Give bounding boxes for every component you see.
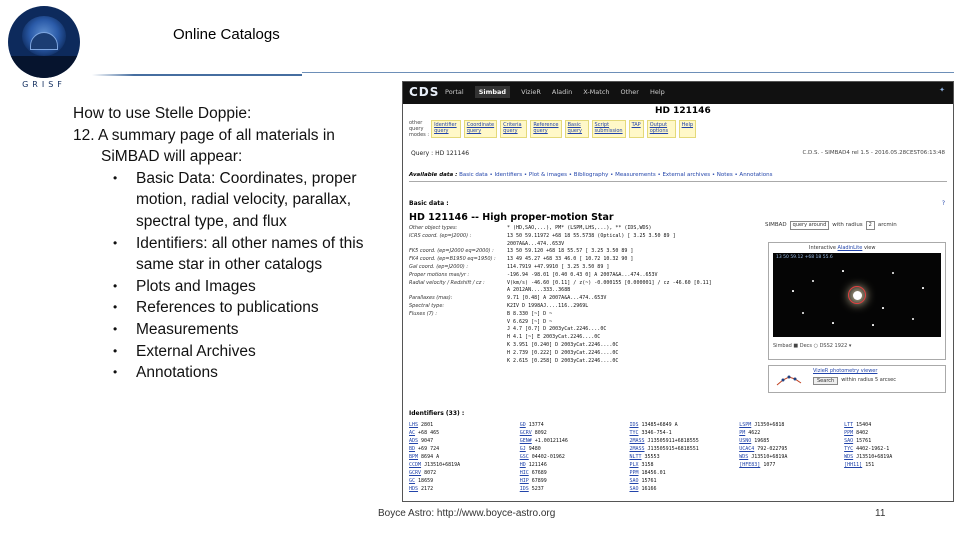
title-rule [92,74,302,76]
basic-data-key: Radial velocity / Redshift / cz : [409,279,485,286]
identifier-value: 16166 [641,486,657,492]
available-data-links[interactable]: Basic data • Identifiers • Plot & images • Bibliography • Measurements • External archives • Notes • Annotations [459,172,773,178]
basic-data-key [409,350,507,358]
identifier-value: 18456.01 [641,470,666,476]
basic-data-label: Basic data : [409,200,449,207]
cds-navbar [403,82,953,104]
basic-data-row [409,248,763,256]
basic-data-value: 2007A&A...474..653V [507,240,565,247]
help-button[interactable]: Help [679,120,696,138]
query-stamp: C.D.S. - SIMBAD4 rel 1.5 - 2016.05.28CEST06:13:48 [802,150,945,156]
query-modes [409,120,699,138]
identifier-value: 04402-01962 [531,454,565,460]
identifier-catalog-link[interactable]: WDS [739,454,749,460]
identifier-item [409,454,520,462]
radius-unit[interactable]: arcmin [877,222,897,228]
identifier-value: 8402 [856,430,869,436]
bullet-item: • External Archives [113,342,256,360]
identifier-value: +1.00121146 [534,438,568,444]
basic-data-key: Parallaxes (mas): [409,295,453,302]
basic-data-row [409,311,763,319]
identifier-catalog-link[interactable]: GCRV [519,430,532,436]
identifier-item [629,462,739,470]
identifier-item [739,446,844,454]
photometry-search [813,377,896,385]
identifier-item [739,478,844,486]
basic-data-value: 13 49 45.27 +68 33 46.0 [ 10.72 10.32 90 ] [507,256,634,263]
instructions-text [73,103,393,384]
tab-help[interactable]: Help [649,88,665,96]
identifier-value: 67689 [531,470,547,476]
basic-data-key [409,342,507,350]
identifier-item [739,462,844,470]
logo-emblem [8,6,80,78]
identifier-item [409,446,520,454]
basic-query-button[interactable]: Basic query [565,120,589,138]
identifier-catalog-link[interactable]: PPM [844,430,854,436]
identifier-item [409,430,520,438]
photometry-panel [768,365,946,393]
help-icon[interactable]: ? [941,200,945,207]
identifier-item [409,438,520,446]
radius-input[interactable]: 2 [866,221,875,230]
identifiers-column [629,422,739,494]
identifier-item [844,430,949,438]
basic-data-row [409,342,763,350]
basic-data-row [409,295,763,303]
identifier-catalog-link[interactable]: TYC [844,446,854,452]
identifier-catalog-link[interactable]: GCRV [409,470,422,476]
identifier-value: J13505915+6818551 [647,446,699,452]
identifier-value: 8092 [534,430,547,436]
identifier-value: 9480 [528,446,541,452]
identifier-catalog-link[interactable]: SAO [844,438,854,444]
identifier-item [520,478,630,486]
slide-title: Online Catalogs [173,26,280,43]
identifier-item [844,422,949,430]
basic-data-value: 13 50 59.120 +68 18 55.57 [ 3.25 3.50 89 ] [507,248,634,255]
reference-query-button[interactable]: Reference query [530,120,561,138]
bullet-item: • Identifiers: all other names of this same star in other catalogs [113,234,364,274]
identifier-value: 8694 A [421,454,440,460]
identifier-value: +69 724 [418,446,440,452]
radius-form-label: SIMBAD [765,222,787,228]
basic-data-value: 114.7919 +47.9910 [ 3.25 3.50 89 ] [507,263,610,270]
basic-data-key: FK4 coord. (ep=B1950 eq=1950) : [409,256,496,263]
identifier-catalog-link[interactable]: HIP [519,478,529,484]
identifier-value: 121146 [528,462,547,468]
identifier-catalog-link[interactable]: SAO [629,486,639,492]
basic-data-row [409,233,763,241]
simbad-logo-icon: ✦ [939,86,945,94]
identifier-value: 18659 [418,478,434,484]
tab-portal[interactable]: Portal [445,88,464,96]
sky-star [792,290,794,292]
identifier-value: J13505911+6818555 [647,438,699,444]
instructions-step-cont: SiMBAD will appear: [101,148,243,166]
basic-data-row [409,303,763,311]
identifier-value: 792-022795 [757,446,788,452]
aladin-sky-image[interactable] [773,253,941,337]
identifier-item [844,486,949,494]
identifier-value: 2172 [421,486,434,492]
page-number: 11 [875,508,886,519]
sky-star [842,270,844,272]
basic-data-value: 9.71 [0.48] A 2007A&A...474..653V [507,295,607,302]
query-text: Query : HD 121146 [411,150,470,157]
identifier-catalog-link[interactable]: ADS [409,438,419,444]
identifier-value: 13485+6849 A [641,422,678,428]
radius-label: with radius [832,222,863,228]
object-title: HD 121146 [655,106,711,116]
identifier-catalog-link[interactable]: GD [519,422,526,428]
identifier-catalog-link[interactable]: UCAC4 [739,446,755,452]
identifier-item [520,454,630,462]
target-marker [848,286,866,304]
identifier-catalog-link[interactable]: IDS [519,486,529,492]
basic-data-key [409,241,507,249]
identifier-item [520,470,630,478]
identifier-item [409,422,520,430]
identifier-catalog-link[interactable]: [HH11] [844,462,863,468]
basic-data-key: Gal coord. (ep=J2000) : [409,263,469,270]
identifier-catalog-link[interactable]: 2MASS [629,438,645,444]
identifier-value: 4402-1962-1 [856,446,890,452]
sky-star [892,272,894,274]
basic-data-table [409,225,763,365]
identifier-catalog-link[interactable]: TYC [629,430,639,436]
aladin-controls[interactable]: Simbad ■ Decs ○ DSS2 1922 ▾ [773,343,852,349]
sky-star [802,312,804,314]
identifier-catalog-link[interactable]: PPM [629,470,639,476]
identifier-item [739,422,844,430]
identifier-catalog-link[interactable]: 2MASS [629,446,645,452]
identifier-value: 3346-754-1 [641,430,672,436]
basic-data-row [409,264,763,272]
basic-data-row [409,241,763,249]
identifier-query-button[interactable]: Identifier query [431,120,461,138]
basic-data-key [409,334,507,342]
identifier-item [520,438,630,446]
basic-data-key [409,319,507,327]
aladin-panel [768,242,946,360]
identifier-catalog-link[interactable]: LHS [409,422,419,428]
bullet-item: • References to publications [113,299,319,317]
sky-star [922,287,924,289]
identifier-item [520,446,630,454]
identifier-item [520,486,630,494]
query-modes-label: other query modes : [409,120,430,138]
basic-data-value: V(km/s) -46.60 [0.11] / z(~) -0.000155 [0.000001] / cz -46.60 [0.11] [507,279,712,286]
basic-data-key: Fluxes (7) : [409,310,438,317]
identifier-catalog-link[interactable]: NLTT [629,454,642,460]
identifiers-column [409,422,520,494]
aladin-coord-overlay: 13 50 59.12 +68 18 55.6 [776,255,833,260]
identifier-catalog-link[interactable]: GEN# [519,438,532,444]
identifier-item [409,486,520,494]
identifier-item [739,438,844,446]
sky-star [882,307,884,309]
basic-data-row [409,319,763,327]
basic-data-row [409,287,763,295]
identifier-catalog-link[interactable]: GSC [519,454,529,460]
basic-data-key: Proper motions mas/yr : [409,271,470,278]
identifier-item [629,422,739,430]
identifier-catalog-link[interactable]: AC [409,430,416,436]
radius-query-form [765,219,947,231]
identifier-catalog-link[interactable]: HD [519,462,526,468]
identifier-value: 4622 [748,430,761,436]
identifier-item [629,454,739,462]
basic-data-row [409,350,763,358]
tab-aladin[interactable]: Aladin [551,88,573,96]
basic-data-value: J 4.7 [0.7] D 2003yCat.2246....0C [507,326,607,333]
identifier-value: 35553 [644,454,660,460]
basic-data-key: ICRS coord. (ep=J2000) : [409,232,472,239]
basic-data-row [409,280,763,288]
sky-star [812,280,814,282]
basic-data-row [409,334,763,342]
identifier-item [844,438,949,446]
bullet-item: • Basic Data: Coordinates, proper motion, radial velocity, parallax, spectral type, and flux [113,169,357,230]
identifier-item [844,454,949,462]
identifier-value: 19685 [754,438,770,444]
identifier-item [520,462,630,470]
identifiers-label: Identifiers (33) : [409,410,465,417]
basic-data-key [409,358,507,366]
photometry-radius[interactable]: within radius 5 arcsec [841,377,896,383]
tab-vizier[interactable]: VizieR [521,88,541,96]
instructions-step: 12. A summary page of all materials in [73,126,335,144]
identifiers-column [844,422,949,494]
basic-data-value: H 2.739 [0.222] D 2003yCat.2246....0C [507,349,619,356]
identifier-catalog-link[interactable]: LSPM [739,422,752,428]
identifier-value: 67899 [531,478,547,484]
basic-data-value: -196.94 -98.01 [0.40 0.43 0] A 2007A&A...474..653V [507,271,658,278]
identifier-item [739,486,844,494]
bullet-list [73,168,393,384]
basic-data-row [409,256,763,264]
criteria-query-button[interactable]: Criteria query [500,120,527,138]
photometry-search-button[interactable]: Search [813,377,838,385]
identifier-value: 8072 [424,470,437,476]
identifier-item [739,470,844,478]
basic-data-key: Other object types: [409,225,458,231]
query-mode-select[interactable]: query around [790,221,830,230]
identifiers-column [520,422,630,494]
basic-data-value: A 2012AN....333..368B [507,287,571,294]
identifier-value: 151 [865,462,875,468]
basic-data-value: H 4.1 [~] E 2003yCat.2246....0C [507,334,601,341]
identifier-item [629,446,739,454]
sky-star [912,318,914,320]
bullet-item: • Plots and Images [113,277,256,295]
identifier-value: 13774 [528,422,544,428]
identifier-value: 1077 [763,462,776,468]
identifier-value: J13510+6819A [751,454,788,460]
sky-star [872,324,874,326]
identifier-value: 2801 [421,422,434,428]
identifier-item [629,430,739,438]
identifier-value: J13510+6819A [424,462,461,468]
basic-data-row [409,272,763,280]
identifiers-grid [409,422,949,494]
identifier-item [739,454,844,462]
bullet-item: • Measurements [113,320,239,338]
basic-data-row [409,358,763,366]
tab-xmatch[interactable]: X-Match [583,88,610,96]
star-title: HD 121146 -- High proper-motion Star [409,212,614,223]
photometry-plot-icon [775,371,805,389]
basic-data-row [409,225,763,233]
identifier-value: +68 465 [418,430,440,436]
footer-source: Boyce Astro: http://www.boyce-astro.org [378,508,556,519]
identifier-item [629,486,739,494]
output-options-button[interactable]: Output options [647,120,676,138]
title-rule-line [302,72,954,73]
identifier-item [844,446,949,454]
identifier-catalog-link[interactable]: LTT [844,422,854,428]
basic-data-value: V 6.629 [~] D ~ [507,318,553,325]
identifier-value: J1350+6818 [754,422,785,428]
basic-data-value: * (HD,SAO,...), PM* (LSPM,LHS,...), ** (IDS,WDS) [507,225,652,231]
identifier-value: 3158 [641,462,654,468]
identifier-item [409,470,520,478]
basic-data-value: K2IV D 1998AJ....116..2969L [507,302,589,309]
aladin-lite-link[interactable]: AladinLite [837,245,863,251]
identifier-item [844,470,949,478]
identifier-catalog-link[interactable]: WDS [844,454,854,460]
basic-data-value: K 3.951 [0.240] D 2003yCat.2246....0C [507,341,619,348]
basic-data-value: B 8.330 [~] D ~ [507,310,553,317]
identifier-item [739,430,844,438]
cds-logo[interactable]: CDS [409,85,440,99]
identifier-value: 15761 [641,478,657,484]
identifier-catalog-link[interactable]: PM [739,430,746,436]
identifier-catalog-link[interactable]: PLX [629,462,639,468]
basic-data-key [409,326,507,334]
identifier-catalog-link[interactable]: SAO [629,478,639,484]
identifier-catalog-link[interactable]: CCDM [409,462,422,468]
identifier-value: J13510+6819A [856,454,893,460]
identifier-item [629,438,739,446]
simbad-screenshot [402,81,954,502]
basic-data-row [409,326,763,334]
identifier-item [629,478,739,486]
identifier-item [520,422,630,430]
basic-data-key: FK5 coord. (ep=J2000 eq=2000) : [409,248,494,255]
identifier-catalog-link[interactable]: IDS [629,422,639,428]
available-data-label: Available data : [409,172,458,178]
identifier-value: 15404 [856,422,872,428]
identifier-value: 9047 [421,438,434,444]
available-data [409,172,947,182]
identifier-catalog-link[interactable]: BPM [409,454,419,460]
tap-button[interactable]: TAP [629,120,644,138]
identifier-catalog-link[interactable]: HIC [519,470,529,476]
basic-data-key: Spectral type: [409,302,445,309]
aladin-caption: Interactive AladinLite view [809,245,876,251]
instructions-lead: How to use Stelle Doppie: [73,105,252,122]
tab-other[interactable]: Other [620,88,639,96]
bullet-item: • Annotations [113,364,218,382]
identifier-item [520,430,630,438]
identifier-value: 5237 [531,486,544,492]
society-logo [8,6,80,90]
identifier-catalog-link[interactable]: GJ [519,446,526,452]
identifier-value: 15761 [856,438,872,444]
identifier-item [409,478,520,486]
photometry-link[interactable]: VizieR photometry viewer [813,368,878,374]
identifier-item [844,462,949,470]
script-submission-button[interactable]: Script submission [592,120,626,138]
basic-data-key [409,287,507,295]
basic-data-value: K 2.615 [0.258] D 2003yCat.2246....0C [507,357,619,364]
identifier-item [409,462,520,470]
tab-simbad[interactable]: Simbad [475,86,510,98]
identifier-item [844,478,949,486]
identifier-catalog-link[interactable]: GC [409,478,416,484]
identifier-catalog-link[interactable]: [HFE83] [739,462,761,468]
identifier-catalog-link[interactable]: HDS [409,486,419,492]
identifier-catalog-link[interactable]: BD [409,446,416,452]
nav-tabs [445,88,676,98]
identifier-item [629,470,739,478]
basic-data-value: 13 50 59.11972 +68 18 55.5738 (Optical) [ 3.25 3.50 89 ] [507,232,676,239]
identifiers-column [739,422,844,494]
logo-text: GRISF [22,80,66,89]
identifier-catalog-link[interactable]: USNO [739,438,752,444]
coordinate-query-button[interactable]: Coordinate query [464,120,497,138]
sky-star [832,322,834,324]
